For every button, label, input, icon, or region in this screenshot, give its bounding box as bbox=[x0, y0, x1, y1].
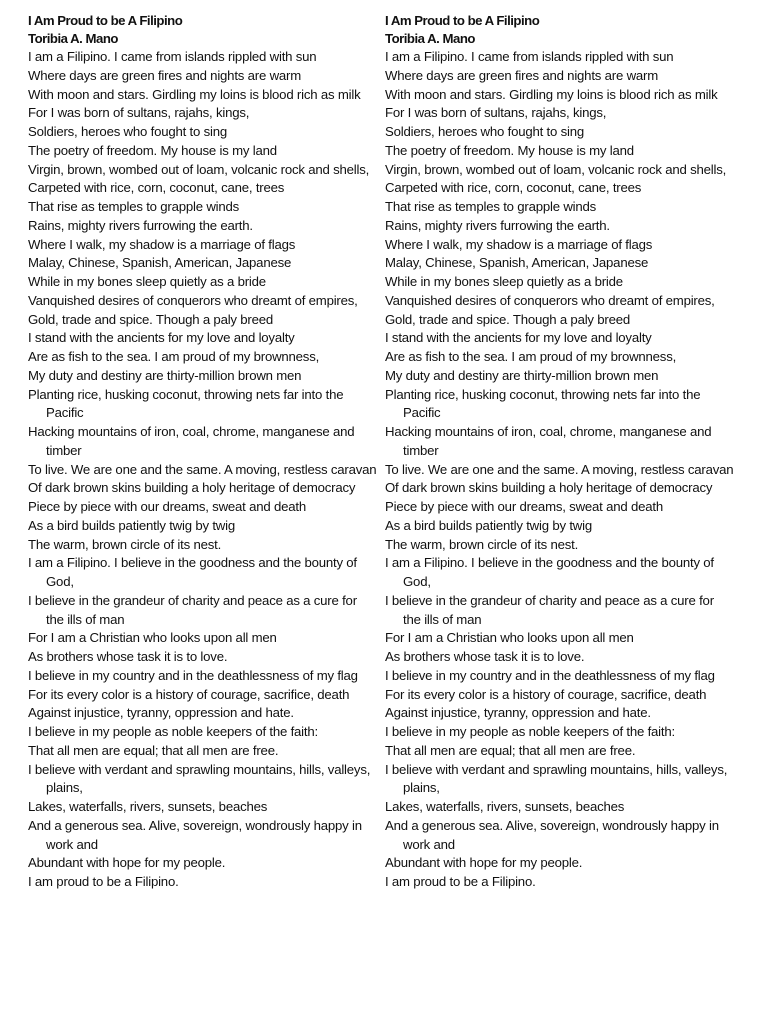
poem-line: Planting rice, husking coconut, throwing nets far into the Pacific bbox=[28, 386, 344, 421]
poem-line: Malay, Chinese, Spanish, American, Japanese bbox=[28, 255, 292, 271]
poem-line: Gold, trade and spice. Though a paly breed bbox=[385, 311, 631, 327]
poem-line: To live. We are one and the same. A moving, restless caravan bbox=[385, 461, 734, 477]
poem-author: Toribia A. Mano bbox=[28, 31, 118, 46]
poem-line: Soldiers, heroes who fought to sing bbox=[28, 124, 227, 139]
poem-line: I believe with verdant and sprawling mountains, hills, valleys, plains, bbox=[385, 761, 728, 796]
poem-line: I am a Filipino. I came from islands rippled with sun bbox=[28, 49, 317, 64]
poem-line: Soldiers, heroes who fought to sing bbox=[385, 124, 584, 139]
poem-line: To live. We are one and the same. A moving, restless caravan bbox=[28, 461, 377, 477]
poem-line: Of dark brown skins building a holy heritage of democracy bbox=[385, 480, 713, 496]
poem-line: Virgin, brown, wombed out of loam, volcanic rock and shells, bbox=[28, 161, 370, 177]
poem-line: I believe with verdant and sprawling mountains, hills, valleys, plains, bbox=[28, 761, 371, 796]
poem-line: That all men are equal; that all men are free. bbox=[28, 742, 279, 758]
poem-line: I am proud to be a Filipino. bbox=[385, 874, 536, 889]
poem-line: Against injustice, tyranny, oppression and hate. bbox=[28, 705, 294, 721]
poem-line: I believe in the grandeur of charity and peace as a cure for the ills of man bbox=[385, 592, 714, 627]
poem-line: As a bird builds patiently twig by twig bbox=[385, 517, 592, 533]
poem-line: Malay, Chinese, Spanish, American, Japanese bbox=[385, 255, 649, 271]
poem-line: I stand with the ancients for my love and loyalty bbox=[28, 330, 295, 346]
poem-line: For I am a Christian who looks upon all men bbox=[385, 630, 634, 646]
poem-line: With moon and stars. Girdling my loins is blood rich as milk bbox=[28, 86, 361, 102]
poem-line: The warm, brown circle of its nest. bbox=[28, 536, 222, 552]
poem-line: Abundant with hope for my people. bbox=[385, 855, 583, 871]
poem-line: And a generous sea. Alive, sovereign, wondrously happy in work and bbox=[385, 817, 719, 852]
poem-body bbox=[28, 48, 378, 892]
poem-line: Virgin, brown, wombed out of loam, volcanic rock and shells, bbox=[385, 161, 727, 177]
poem-line: I believe in my country and in the deathlessness of my flag bbox=[385, 667, 715, 683]
poem-line: I am a Filipino. I came from islands rippled with sun bbox=[385, 49, 674, 64]
poem-line: As a bird builds patiently twig by twig bbox=[28, 517, 235, 533]
poem-line: While in my bones sleep quietly as a bride bbox=[385, 274, 623, 289]
poem-line: That rise as temples to grapple winds bbox=[385, 199, 597, 214]
poem-line: As brothers whose task it is to love. bbox=[385, 649, 585, 664]
poem-line: Are as fish to the sea. I am proud of my brownness, bbox=[28, 349, 320, 364]
poem-line: I believe in my country and in the deathlessness of my flag bbox=[28, 667, 358, 683]
poem-line: I believe in my people as noble keepers of the faith: bbox=[385, 724, 675, 739]
poem-line: The poetry of freedom. My house is my land bbox=[28, 142, 277, 158]
poem-line: Hacking mountains of iron, coal, chrome, manganese and timber bbox=[28, 424, 355, 458]
poem-line: My duty and destiny are thirty-million brown men bbox=[385, 367, 659, 383]
poem-line: Vanquished desires of conquerors who dreamt of empires, bbox=[385, 292, 715, 308]
poem-line: For I was born of sultans, rajahs, kings, bbox=[385, 105, 607, 121]
poem-line: I am a Filipino. I believe in the goodness and the bounty of God, bbox=[28, 555, 357, 589]
poem-line: Carpeted with rice, corn, coconut, cane, trees bbox=[385, 180, 642, 196]
poem-line: For I am a Christian who looks upon all men bbox=[28, 630, 277, 646]
poem-line: That rise as temples to grapple winds bbox=[28, 199, 240, 214]
poem-line: Where days are green fires and nights are warm bbox=[385, 67, 658, 83]
poem-line: I stand with the ancients for my love and loyalty bbox=[385, 330, 652, 346]
poem-line: I believe in the grandeur of charity and peace as a cure for the ills of man bbox=[28, 592, 357, 627]
poem-line: I am proud to be a Filipino. bbox=[28, 874, 179, 889]
poem-line: Lakes, waterfalls, rivers, sunsets, beaches bbox=[385, 799, 625, 814]
poem-line: I am a Filipino. I believe in the goodness and the bounty of God, bbox=[385, 555, 714, 589]
poem-line: As brothers whose task it is to love. bbox=[28, 649, 228, 664]
poem-line: Piece by piece with our dreams, sweat and death bbox=[28, 499, 306, 514]
poem-line: That all men are equal; that all men are free. bbox=[385, 742, 636, 758]
poem-line: Gold, trade and spice. Though a paly breed bbox=[28, 311, 274, 327]
poem-line: With moon and stars. Girdling my loins is blood rich as milk bbox=[385, 86, 718, 102]
poem-line: Are as fish to the sea. I am proud of my brownness, bbox=[385, 349, 677, 364]
poem-line: Where I walk, my shadow is a marriage of flags bbox=[385, 236, 653, 252]
poem-line: While in my bones sleep quietly as a bride bbox=[28, 274, 266, 289]
poem-author-copy: Toribia A. Mano bbox=[385, 31, 475, 46]
poem-line: Rains, mighty rivers furrowing the earth. bbox=[28, 217, 253, 233]
poem-line: The warm, brown circle of its nest. bbox=[385, 536, 579, 552]
poem-column-left bbox=[28, 12, 378, 892]
poem-line: Planting rice, husking coconut, throwing nets far into the Pacific bbox=[385, 386, 701, 421]
poem-line: Piece by piece with our dreams, sweat and death bbox=[385, 499, 663, 514]
poem-title-copy: I Am Proud to be A Filipino bbox=[385, 13, 540, 28]
poem-column-right bbox=[385, 12, 735, 892]
poem-body-copy bbox=[385, 48, 735, 892]
poem-line: And a generous sea. Alive, sovereign, wondrously happy in work and bbox=[28, 817, 362, 852]
poem-line: For I was born of sultans, rajahs, kings, bbox=[28, 105, 250, 121]
poem-line: Where I walk, my shadow is a marriage of flags bbox=[28, 236, 296, 252]
poem-line: The poetry of freedom. My house is my land bbox=[385, 142, 634, 158]
poem-line: Rains, mighty rivers furrowing the earth. bbox=[385, 217, 610, 233]
poem-line: Carpeted with rice, corn, coconut, cane, trees bbox=[28, 180, 285, 196]
poem-line: Of dark brown skins building a holy heritage of democracy bbox=[28, 480, 356, 496]
poem-line: Abundant with hope for my people. bbox=[28, 855, 226, 871]
poem-line: I believe in my people as noble keepers of the faith: bbox=[28, 724, 318, 739]
poem-line: Vanquished desires of conquerors who dreamt of empires, bbox=[28, 292, 358, 308]
poem-line: Hacking mountains of iron, coal, chrome, manganese and timber bbox=[385, 424, 712, 458]
poem-line: For its every color is a history of courage, sacrifice, death bbox=[385, 686, 707, 702]
poem-line: Against injustice, tyranny, oppression and hate. bbox=[385, 705, 651, 721]
poem-title: I Am Proud to be A Filipino bbox=[28, 13, 183, 28]
poem-line: Where days are green fires and nights are warm bbox=[28, 67, 301, 83]
poem-line: For its every color is a history of courage, sacrifice, death bbox=[28, 686, 350, 702]
poem-line: My duty and destiny are thirty-million brown men bbox=[28, 367, 302, 383]
poem-line: Lakes, waterfalls, rivers, sunsets, beaches bbox=[28, 799, 268, 814]
